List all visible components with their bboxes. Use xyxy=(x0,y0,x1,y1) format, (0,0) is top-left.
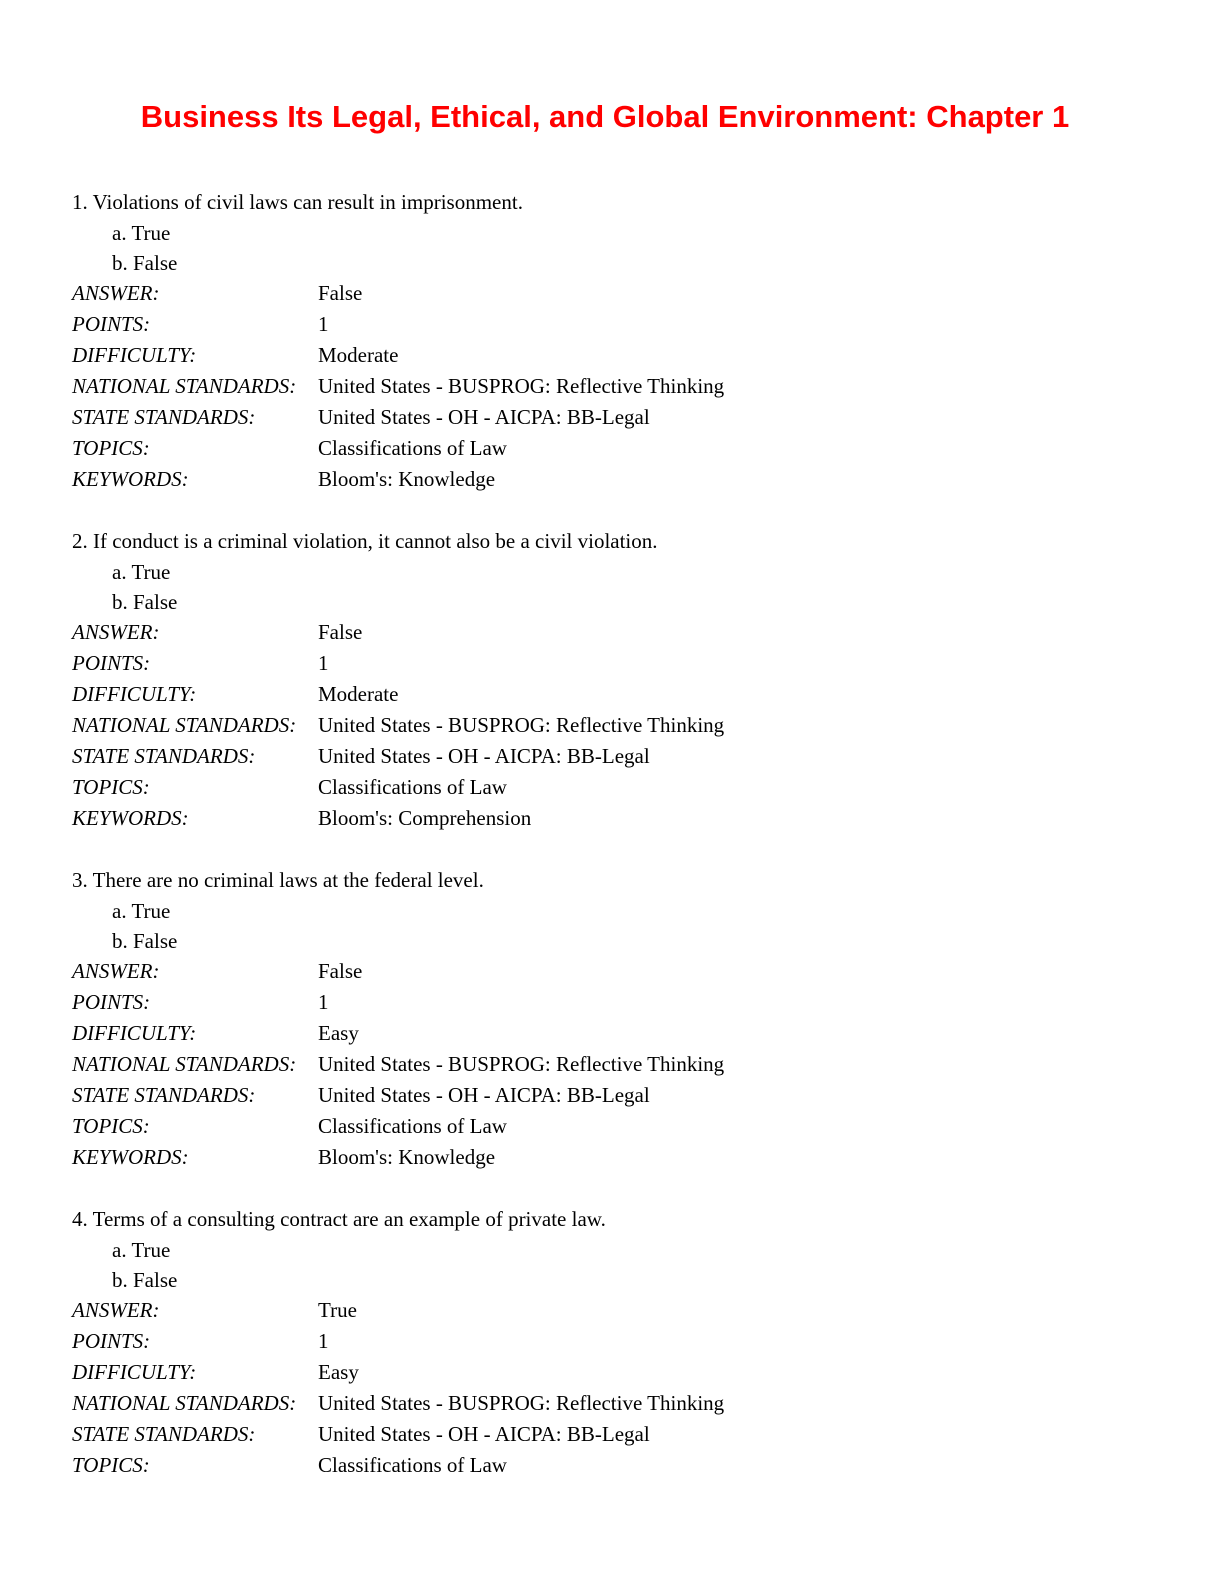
topics-row xyxy=(72,772,1172,803)
national-standards-row xyxy=(72,1388,1172,1419)
answer-row xyxy=(72,278,1172,309)
national-standards-value: United States - BUSPROG: Reflective Thinking xyxy=(318,1052,725,1076)
keywords-value: Bloom's: Comprehension xyxy=(318,806,532,830)
state-standards-row xyxy=(72,402,1172,433)
difficulty-label: DIFFICULTY: xyxy=(72,343,197,367)
answer-row xyxy=(72,1295,1172,1326)
national-standards-value: United States - BUSPROG: Reflective Thinking xyxy=(318,1391,725,1415)
points-row xyxy=(72,648,1172,679)
answer-label: ANSWER: xyxy=(72,620,160,644)
keywords-value: Bloom's: Knowledge xyxy=(318,1145,496,1169)
option-true: a. True xyxy=(112,899,171,923)
option-true: a. True xyxy=(112,221,171,245)
option-false: b. False xyxy=(112,1268,178,1292)
state-standards-value: United States - OH - AICPA: BB-Legal xyxy=(318,744,650,768)
topics-row xyxy=(72,1111,1172,1142)
state-standards-value: United States - OH - AICPA: BB-Legal xyxy=(318,1083,650,1107)
keywords-row xyxy=(72,464,1172,495)
state-standards-label: STATE STANDARDS: xyxy=(72,744,256,768)
points-row xyxy=(72,987,1172,1018)
state-standards-row xyxy=(72,1080,1172,1111)
question-3 xyxy=(72,865,1172,1173)
option-true: a. True xyxy=(112,1238,171,1262)
answer-value: False xyxy=(318,959,363,983)
question-stem: 3. There are no criminal laws at the federal level. xyxy=(72,868,484,892)
answer-label: ANSWER: xyxy=(72,281,160,305)
topics-label: TOPICS: xyxy=(72,1453,150,1477)
keywords-label: KEYWORDS: xyxy=(72,806,189,830)
state-standards-row xyxy=(72,741,1172,772)
answer-label: ANSWER: xyxy=(72,1298,160,1322)
answer-row xyxy=(72,617,1172,648)
option-false: b. False xyxy=(112,251,178,275)
topics-row xyxy=(72,1450,1172,1481)
question-list xyxy=(72,187,1172,1512)
national-standards-label: NATIONAL STANDARDS: xyxy=(72,1391,297,1415)
keywords-label: KEYWORDS: xyxy=(72,467,189,491)
difficulty-label: DIFFICULTY: xyxy=(72,1360,197,1384)
topics-label: TOPICS: xyxy=(72,436,150,460)
national-standards-row xyxy=(72,1049,1172,1080)
points-label: POINTS: xyxy=(72,312,151,336)
keywords-label: KEYWORDS: xyxy=(72,1145,189,1169)
national-standards-row xyxy=(72,371,1172,402)
answer-value: False xyxy=(318,620,363,644)
page-title: Business Its Legal, Ethical, and Global Environment: Chapter 1 xyxy=(140,99,1070,134)
topics-label: TOPICS: xyxy=(72,1114,150,1138)
answer-label: ANSWER: xyxy=(72,959,160,983)
topics-label: TOPICS: xyxy=(72,775,150,799)
question-1 xyxy=(72,187,1172,495)
difficulty-value: Easy xyxy=(318,1360,359,1384)
keywords-row xyxy=(72,1142,1172,1173)
points-row xyxy=(72,1326,1172,1357)
state-standards-label: STATE STANDARDS: xyxy=(72,1083,256,1107)
state-standards-row xyxy=(72,1419,1172,1450)
national-standards-value: United States - BUSPROG: Reflective Thinking xyxy=(318,713,725,737)
national-standards-row xyxy=(72,710,1172,741)
state-standards-value: United States - OH - AICPA: BB-Legal xyxy=(318,1422,650,1446)
option-false: b. False xyxy=(112,929,178,953)
national-standards-value: United States - BUSPROG: Reflective Thinking xyxy=(318,374,725,398)
answer-row xyxy=(72,956,1172,987)
national-standards-label: NATIONAL STANDARDS: xyxy=(72,713,297,737)
difficulty-row xyxy=(72,340,1172,371)
difficulty-value: Moderate xyxy=(318,343,399,367)
difficulty-value: Moderate xyxy=(318,682,399,706)
state-standards-label: STATE STANDARDS: xyxy=(72,1422,256,1446)
question-stem: 4. Terms of a consulting contract are an example of private law. xyxy=(72,1207,606,1231)
question-stem: 2. If conduct is a criminal violation, it cannot also be a civil violation. xyxy=(72,529,658,553)
difficulty-row xyxy=(72,1018,1172,1049)
topics-value: Classifications of Law xyxy=(318,436,507,460)
state-standards-label: STATE STANDARDS: xyxy=(72,405,256,429)
difficulty-value: Easy xyxy=(318,1021,359,1045)
points-label: POINTS: xyxy=(72,651,151,675)
difficulty-row xyxy=(72,1357,1172,1388)
option-false: b. False xyxy=(112,590,178,614)
topics-value: Classifications of Law xyxy=(318,1114,507,1138)
topics-row xyxy=(72,433,1172,464)
question-stem: 1. Violations of civil laws can result in imprisonment. xyxy=(72,190,523,214)
topics-value: Classifications of Law xyxy=(318,775,507,799)
national-standards-label: NATIONAL STANDARDS: xyxy=(72,374,297,398)
question-4 xyxy=(72,1204,1172,1481)
difficulty-row xyxy=(72,679,1172,710)
option-true: a. True xyxy=(112,560,171,584)
points-value: 1 xyxy=(318,990,329,1014)
keywords-value: Bloom's: Knowledge xyxy=(318,467,496,491)
answer-value: False xyxy=(318,281,363,305)
points-label: POINTS: xyxy=(72,990,151,1014)
points-label: POINTS: xyxy=(72,1329,151,1353)
topics-value: Classifications of Law xyxy=(318,1453,507,1477)
national-standards-label: NATIONAL STANDARDS: xyxy=(72,1052,297,1076)
question-2 xyxy=(72,526,1172,834)
keywords-row xyxy=(72,803,1172,834)
points-value: 1 xyxy=(318,651,329,675)
points-value: 1 xyxy=(318,1329,329,1353)
answer-value: True xyxy=(318,1298,357,1322)
difficulty-label: DIFFICULTY: xyxy=(72,1021,197,1045)
state-standards-value: United States - OH - AICPA: BB-Legal xyxy=(318,405,650,429)
difficulty-label: DIFFICULTY: xyxy=(72,682,197,706)
points-value: 1 xyxy=(318,312,329,336)
points-row xyxy=(72,309,1172,340)
